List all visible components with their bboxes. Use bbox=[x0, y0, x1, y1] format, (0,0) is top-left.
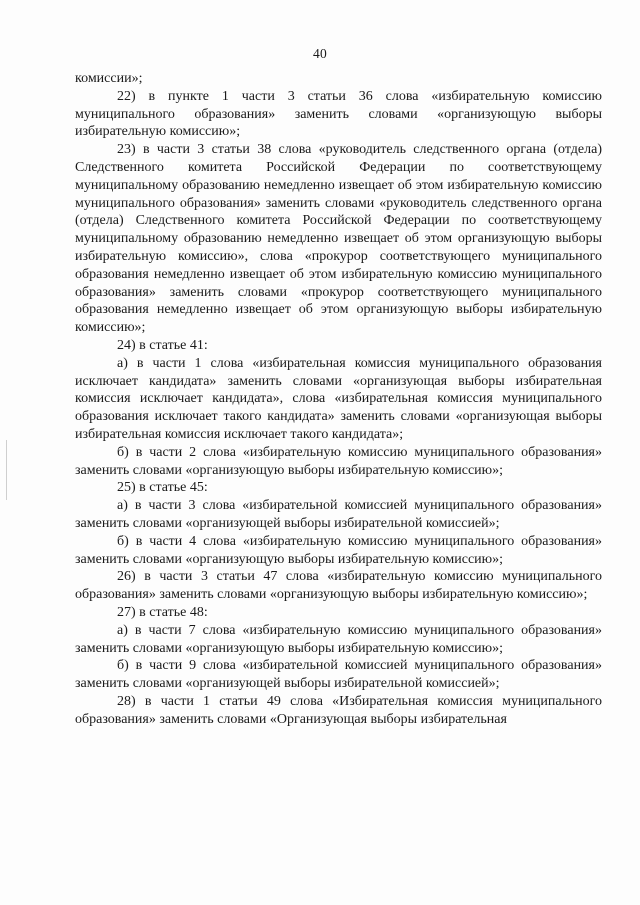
paragraph-item-24: 24) в статье 41: bbox=[117, 337, 208, 353]
paragraph-item-24b: б) в части 2 слова «избирательную комиссию муниципального образования» заменить словами «организующую выборы избирательную комиссию»; bbox=[75, 444, 602, 478]
page-number: 40 bbox=[313, 46, 327, 61]
paragraph-continuation: комиссии»; bbox=[75, 71, 143, 86]
scan-edge-mark bbox=[6, 440, 7, 500]
paragraph-item-23: 23) в части 3 статьи 38 слова «руководитель следственного органа (отдела) Следственного комитета Российской Федерации по соответствующему муниципальному образованию немедленно извещает об этом избирательную комиссию муниципального образования» заменить словами «руководитель следственного органа (отдела) Следственного комитета Российской Федерации по соответствующему муниципальному образованию немедленно извещает об этом организующую выборы избирательную комиссию», слова «прокурор соответствующего муниципального образования немедленно извещает об этом избирательную комиссию муниципального образования» заменить словами «прокурор соответствующего муниципального образования немедленно извещает об этом организующую выборы избирательную комиссию»; bbox=[75, 142, 602, 336]
paragraph-item-27: 27) в статье 48: bbox=[117, 604, 208, 620]
paragraph-item-27a: а) в части 7 слова «избирательную комиссию муниципального образования» заменить словами «организующую выборы избирательную комиссию»; bbox=[75, 622, 602, 656]
paragraph-item-28: 28) в части 1 статьи 49 слова «Избирательная комиссия муниципального образования» заменить словами «Организующая выборы избирательная bbox=[75, 693, 602, 727]
document-body bbox=[75, 70, 602, 728]
paragraph-item-25a: а) в части 3 слова «избирательной комиссией муниципального образования» заменить словами «организующей выборы избирательной комиссией»; bbox=[75, 498, 602, 531]
paragraph-item-22: 22) в пункте 1 части 3 статьи 36 слова «избирательную комиссию муниципального образования» заменить словами «организующую выборы избирательную комиссию»; bbox=[75, 88, 602, 140]
paragraph-item-27b: б) в части 9 слова «избирательной комиссией муниципального образования» заменить словами «организующей выборы избирательной комиссией»; bbox=[75, 658, 602, 692]
paragraph-item-24a: а) в части 1 слова «избирательная комиссия муниципального образования исключает кандидата» заменить словами «организующая выборы избирательная комиссия исключает кандидата», слова «избирательная комиссия муниципального образования исключает такого кандидата» заменить словами «организующая выборы избирательная комиссия исключает такого кандидата»; bbox=[75, 355, 602, 442]
paragraph-item-25: 25) в статье 45: bbox=[117, 480, 208, 496]
paragraph-item-25b: б) в части 4 слова «избирательную комиссию муниципального образования» заменить словами «организующую выборы избирательную комиссию»; bbox=[75, 533, 602, 567]
paragraph-item-26: 26) в части 3 статьи 47 слова «избирательную комиссию муниципального образования» заменить словами «организующую выборы избирательную комиссию»; bbox=[75, 569, 602, 603]
